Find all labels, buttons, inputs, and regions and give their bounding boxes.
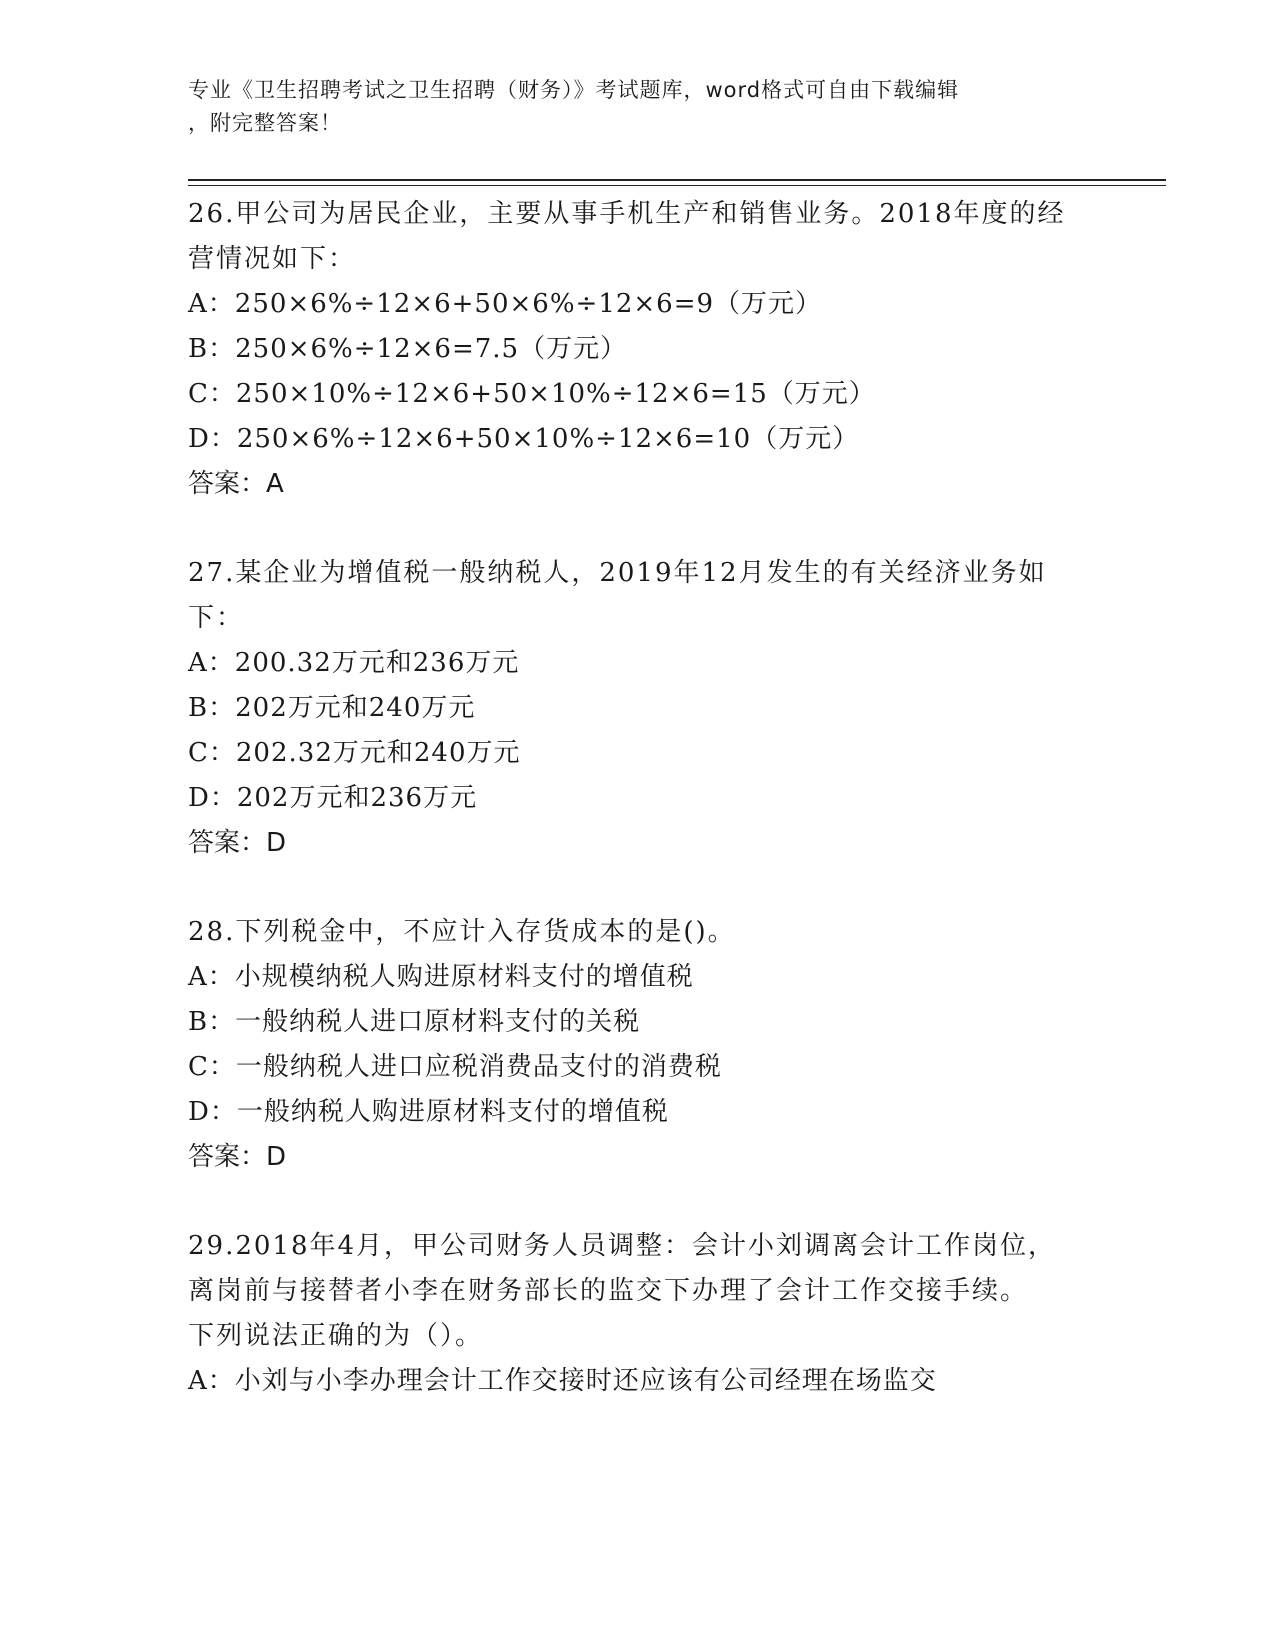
question-stem-line: 下：	[188, 603, 245, 633]
answer-line: 答案：D	[188, 828, 287, 858]
question-27	[188, 551, 1088, 866]
question-stem-line: 下列说法正确的为（）。	[188, 1321, 484, 1351]
question-stem-line: 27.某企业为增值税一般纳税人，2019年12月发生的有关经济业务如	[188, 558, 1047, 588]
option-c: C：一般纳税人进口应税消费品支付的消费税	[188, 1052, 722, 1082]
answer-line: 答案：A	[188, 469, 284, 499]
header-line-2: ，附完整答案！	[188, 111, 342, 135]
option-c: C：250×10%÷12×6+50×10%÷12×6=15（万元）	[188, 379, 876, 409]
question-stem-line: 29.2018年4月，甲公司财务人员调整：会计小刘调离会计工作岗位，	[188, 1231, 1057, 1261]
question-stem-line: 28.下列税金中，不应计入存货成本的是()。	[188, 917, 736, 947]
question-stem-line: 营情况如下：	[188, 244, 357, 274]
option-c: C：202.32万元和240万元	[188, 738, 521, 768]
answer-line: 答案：D	[188, 1142, 287, 1172]
option-a: A：250×6%÷12×6+50×6%÷12×6=9（万元）	[188, 289, 823, 319]
question-29	[188, 1224, 1088, 1404]
option-b: B：202万元和240万元	[188, 693, 476, 723]
question-list	[188, 192, 1088, 1448]
question-stem-line: 26.甲公司为居民企业，主要从事手机生产和销售业务。2018年度的经	[188, 199, 1066, 229]
header-divider-thin	[188, 185, 1166, 186]
option-b: B：250×6%÷12×6=7.5（万元）	[188, 334, 628, 364]
option-b: B：一般纳税人进口原材料支付的关税	[188, 1007, 641, 1037]
option-d: D：一般纳税人购进原材料支付的增值税	[188, 1097, 669, 1127]
option-a: A：200.32万元和236万元	[188, 648, 520, 678]
option-a: A：小规模纳税人购进原材料支付的增值税	[188, 962, 694, 992]
question-26	[188, 192, 1088, 507]
option-a: A：小刘与小李办理会计工作交接时还应该有公司经理在场监交	[188, 1366, 937, 1396]
option-d: D：202万元和236万元	[188, 783, 478, 813]
option-d: D：250×6%÷12×6+50×10%÷12×6=10（万元）	[188, 424, 860, 454]
question-28	[188, 910, 1088, 1180]
document-header	[188, 74, 1088, 140]
header-line-1: 专业《卫生招聘考试之卫生招聘（财务）》考试题库，word格式可自由下载编辑	[188, 78, 960, 102]
question-stem-line: 离岗前与接替者小李在财务部长的监交下办理了会计工作交接手续。	[188, 1276, 1029, 1306]
header-divider-thick	[188, 179, 1166, 181]
